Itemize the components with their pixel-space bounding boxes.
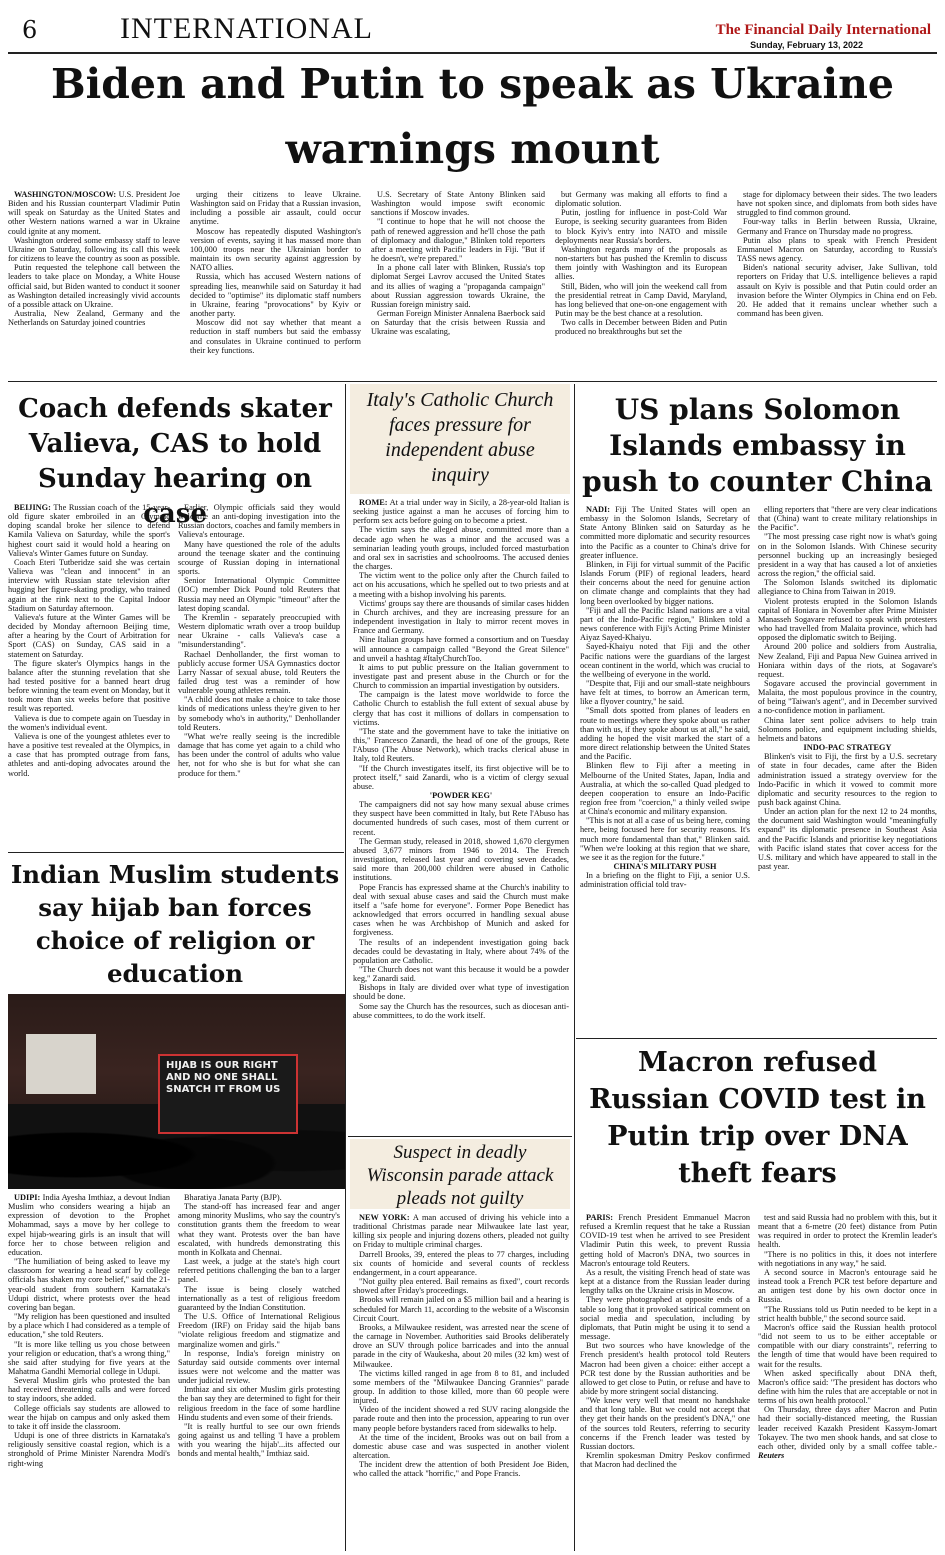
macron-col1-para-4: "We knew very well that meant no handshake and that long table. But we could not accept that they get their hands on the president's DNA," one of the sources told Reuters, referring to security concerns if the French leader was tested by Russian doctors. [580,1396,750,1451]
wisconsin-body-para-1: Darrell Brooks, 39, entered the pleas to 77 charges, including six counts of homicide and several counts of reckless endangerment, in a court appearance. [353,1249,569,1277]
italy-body [353,498,569,1134]
valieva-col2-para-4: Rachael Denhollander, the first woman to publicly accuse former USA Gymnastics doctor Larry Nassar of sexual abuse, told Reuters the failed drug test was a reminder of how vulnerable young athletes remain. [178,649,340,696]
hijab-protest-photo [8,994,345,1189]
wisconsin-body-para-6: Video of the incident showed a red SUV racing alongside the parade route and then into the procession, appearing to run over many people before bystanders raced from sidewalks to help. [353,1405,569,1433]
valieva-col1-para-3: The figure skater's Olympics hangs in the balance after the stunning revelation that she had tested positive for a banned heart drug before winning the team event on Monday, but it took more than six weeks before that positive result was reported. [8,658,170,714]
macron-col1-para-2: They were photographed at opposite ends of a table so long that it provoked satirical comment on social media and speculation, including by diplomats, that Putin might be using it to send a message. [580,1295,750,1342]
wisconsin-body-para-7: At the time of the incident, Brooks was out on bail from a domestic abuse case and was suspected in another violent altercation. [353,1432,569,1461]
hijab-col1-para-0: UDIPI: India Ayesha Imthiaz, a devout Indian Muslim who considers wearing a hijab an expression of devotion to the Prophet Mohammad, says a move by her college to expel hijab-wearing girls is an insult that will force her to chose between religion and education. [8,1193,170,1257]
macron-col2-para-1: "There is no politics in this, it does not interfere with negotiations in any way," he said. [758,1249,937,1268]
solomon-rule [576,1038,937,1039]
macron-col1-para-0: PARIS: French President Emmanuel Macron refused a Kremlin request that he take a Russian COVID-19 test when he arrived to see President Vladimir Putin this week, to prevent Russia getting hold of Macron's DNA, two sources in Macron's entourage told Reuters. [580,1213,750,1268]
issue-date: Sunday, February 13, 2022 [750,40,863,50]
main-story-col5-para-2: Putin also plans to speak with French President Emmanuel Macron on Saturday, according to Russia's TASS news agency. [737,235,937,264]
main-story-col5-para-0: stage for diplomacy between their sides. The two leaders have not spoken since, and diplomats from both sides have struggled to find common ground. [737,190,937,218]
main-story-col3 [371,190,545,365]
italy-body-para-3: Victims' groups say there are thousands of similar cases hidden in Church archives, and they are increasing pressure for an independent investigation in Italy to mirror recent moves in France and Germany. [353,598,569,636]
main-story-col1 [8,190,180,365]
solomon-col2-para-7: INDO-PAC STRATEGY [803,743,892,753]
solomon-col2-para-6: China later sent police advisers to help train Solomons police, and equipment including shields, helmets and batons [758,715,937,743]
solomon-col2-para-5: Sogavare accused the provincial government in Malaita, the most populous province in the country, of being "Taiwan's agent", and in December survived a no-confidence motion in parliament. [758,678,937,716]
valieva-col1-para-4: Valieva is due to compete again on Tuesday in the women's individual event. [8,713,170,732]
italy-body-para-15: Bishops in Italy are divided over what type of investigation should be done. [353,983,569,1002]
hijab-col2-para-2: Last week, a judge at the state's high court referred petitions challenging the ban to a larger panel. [178,1257,340,1285]
italy-body-para-9: 'POWDER KEG' [429,791,493,800]
hijab-col1-para-2: "My religion has been questioned and insulted by a place which I had considered as a temple of education," she told Reuters. [8,1312,170,1340]
paper-name: The Financial Daily International [715,22,931,38]
italy-body-para-6: The campaign is the latest move worldwide to force the Catholic Church to establish the full extent of sexual abuse by clergy that has cost it millions of dollars in compensation to victims. [353,690,569,727]
solomon-col2 [758,505,937,1036]
wisconsin-body-para-8: The incident drew the attention of both President Joe Biden, who called the attack "horrific," and Pope Francis. [353,1460,569,1479]
hijab-col1-para-5: College officials say students are allowed to wear the hijab on campus and only asked them to take it off inside the classroom. [8,1403,170,1431]
macron-col2-para-6: On Thursday, three days after Macron and Putin had their socially-distanced meeting, the Russian leader received Kazakh President Kassym-Jomart Tokayev. The two men shook hands, and sat close to each other, divided only by a small coffee table.-Reuters [758,1405,937,1461]
photo-placard-left [26,1034,96,1094]
italy-body-para-5: It aims to put public pressure on the Italian government to investigate past and present abuse in the Church or for the Church to commission an impartial investigation by outsiders. [353,662,569,691]
solomon-col1-para-5: "Small dots spotted from planes of leaders en route to meetings where they spoke about us rather than with us, if they spoke about us at all," he said, adding he hoped the visit marked the start of a more direct relationship between the United States and the Pacific. [580,706,750,762]
main-story-col4 [555,190,727,365]
main-story-col4-para-0: but Germany was making all efforts to find a diplomatic solution. [555,190,727,209]
valieva-col2-para-2: Senior International Olympic Committee (IOC) member Dick Pound told Reuters that Russia may need an Olympic "timeout" after the latest doping scandal. [178,576,340,613]
wisconsin-body-para-2: "Not guilty plea entered. Bail remains as fixed", court records showed after Friday's proceedings. [353,1277,569,1296]
italy-body-para-0: ROME: At a trial under way in Sicily, a 28-year-old Italian is seeking justice against a man he accuses of forcing him to perform sex acts before going on to become a priest. [353,498,569,526]
italy-body-para-11: The German study, released in 2018, showed 1,670 clergymen abused 3,677 minors from 1946 to 2014. The French investigation, released last year and covering seven decades, said more than 200,000 children were abused in Catholic institutions. [353,836,569,883]
main-headline-line2: warnings mount [285,125,660,173]
solomon-col2-para-0: elling reporters that "there are very clear indications that (China) want to create military relationships in the Pacific". [758,505,937,533]
hijab-col1-para-4: Several Muslim girls who protested the ban had received threatening calls and were forced to stay indoors, she added. [8,1376,170,1404]
solomon-col1-para-1: Blinken, in Fiji for virtual summit of the Pacific Islands Forum (PIF) of regional leaders, heard their concerns about the need for genuine action on climate change and complaints that they had long been overlooked by bigger nations. [580,559,750,606]
italy-headline: Italy's Catholic Church faces pressure for independent abuse inquiry [366,389,554,486]
valieva-col1-para-2: Valieva's future at the Winter Games will be decided by Monday afternoon Beijing time, after a hearing by the Court of Arbitration for Sport (CAS) on Sunday, CAS said in a statement on Saturday. [8,612,170,659]
main-story-col5-para-1: Four-way talks in Berlin between Russia, Ukraine, Germany and France on Thursday made no progress. [737,217,937,236]
main-story-col3-para-3: German Foreign Minister Annalena Baerbock said on Saturday that the crisis between Russia and Ukraine was escalating, [371,309,545,337]
hijab-col1-para-3: "It is more like telling us you chose between your religion or education, that's a wrong thing," she said after studying for five years at the Mahatma Gandhi Memorial college in Udupi. [8,1339,170,1376]
solomon-col1-para-8: CHINA'S MILITARY PUSH [613,862,717,872]
main-story-col4-para-1: Putin, jostling for influence in post-Cold War Europe, is seeking security guarantees from Biden to block Kyiv's entry into NATO and missile deployments near Russia's borders. [555,208,727,245]
italy-body-para-7: "The state and the government have to take the initiative on this," Francesco Zanardi, the head of one of the groups, Rete l'Abuso (The Abuse Network), which tracks clerical abuse in Italy, told Reuters. [353,726,569,764]
main-story-col1-para-2: Putin requested the telephone call between the leaders to take place on Monday, a White House official said, but Biden wanted to conduct it sooner as Washington detailed increasingly vivid accounts of a possible attack on Ukraine. [8,263,180,309]
italy-body-para-8: "If the Church investigates itself, its first objective will be to protect itself," said Zanardi, who is a victim of clergy sexual abuse. [353,763,569,791]
main-story-col4-para-2: Washington regards many of the proposals as non-starters but has pushed the Kremlin to discuss them jointly with Washington and its European allies. [555,244,727,282]
italy-body-para-2: The victim went to the police only after the Church failed to act on his accusations, which he spelled out to two priests and at a meeting with a bishop involving his parents. [353,571,569,599]
italy-rule [348,1136,572,1137]
solomon-col2-para-4: Around 200 police and soldiers from Australia, New Zealand, Fiji and Papua New Guinea arrived in Honiara within days of the riots, at Sogavare's request. [758,642,937,679]
main-story-col3-para-2: In a phone call later with Blinken, Russia's top diplomat Sergei Lavrov accused the United States and its allies of waging a "propaganda campaign" about Russian aggression towards Ukraine, the Russian foreign ministry said. [371,263,545,309]
hijab-col2-para-4: The U.S. Office of International Religious Freedom (IRF) on Friday said the hijab bans "violate religious freedom and stigmatize and marginalize women and girls." [178,1312,340,1349]
macron-headline: Macron refused Russian COVID test in Putin trip over DNA theft fears [589,1047,926,1189]
main-story-col2-para-3: Moscow did not say whether that meant a reduction in staff numbers but said the embassy and consulates in Ukraine continued to perform their key functions. [190,318,361,355]
hijab-col1 [8,1193,170,1551]
italy-body-para-1: The victim says the alleged abuse, committed more than a decade ago when he was a minor and the accused was a seminarian leading youth groups, included forced masturbation and oral sex in sacristies and schoolrooms. The accused denies the charges. [353,525,569,572]
hijab-col2-para-6: Imthiaz and six other Muslim girls protesting the ban say they are determined to fight for their religious freedom in the face of some hardline Hindu students and even some of their friends. [178,1385,340,1422]
main-story-col2-para-1: Moscow has repeatedly disputed Washington's version of events, saying it has massed more than 100,000 troops near the Ukrainian border to maintain its own security against aggression by NATO allies. [190,226,361,273]
solomon-col2-para-8: Blinken's visit to Fiji, the first by a U.S. secretary of state in four decades, came after the Biden administration issued a strategy overview for the Indo-Pacific in which it vowed to commit more diplomatic and security resources to the region to push back against China. [758,752,937,807]
solomon-col2-para-9: Under an action plan for the next 12 to 24 months, the document said Washington would "meaningfully expand" its diplomatic presence in Southeast Asia and the Pacific Islands and prioritise key negotiations with Pacific island states that cover access for the U.S. military and which have appeared to stall in the past year. [758,807,937,872]
masthead-rule [8,52,937,54]
main-story-col1-para-3: Australia, New Zealand, Germany and the Netherlands on Saturday joined countries [8,309,180,328]
divider-left [345,384,346,1551]
hijab-headline: Indian Muslim students say hijab ban forces choice of religion or education [10,860,340,988]
macron-col1-para-1: As a result, the visiting French head of state was kept at a distance from the Russian leader during lengthy talks on the Ukraine crisis in Moscow. [580,1267,750,1296]
solomon-col1-para-0: NADI: Fiji The United States will open an embassy in the Solomon Islands, Secretary of State Antony Blinken said on Saturday as he committed more diplomatic and security resources into the Pacific as a counter to China's drive for greater influence. [580,505,750,560]
valieva-col2-para-1: Many have questioned the role of the adults around the teenage skater and the continuing scourge of Russian doping in international sports. [178,539,340,577]
hijab-col2-para-1: The stand-off has increased fear and anger among minority Muslims, who say the country's constitution grants them the freedom to wear what they want. Protests over the ban have escalated, with hundreds demonstrating this month in Kolkata and Chennai. [178,1202,340,1257]
macron-col1-para-5: Kremlin spokesman Dmitry Peskov confirmed that Macron had declined the [580,1451,750,1470]
solomon-col1-para-4: "Despite that, Fiji and our small-state neighbours have felt at times, to borrow an American term, like a flyover country," he said. [580,678,750,707]
photo-placard-text: HIJAB IS OUR RIGHT AND NO ONE SHALL SNATCH IT FROM US [166,1060,281,1095]
main-story-col5 [737,190,937,365]
macron-col1-para-3: But two sources who have knowledge of the French president's health protocol told Reuters Macron had been given a choice: either accept a PCR test done by the Russian authorities and be allowed to get close to Putin, or refuse and have to abide by more stringent social distancing. [580,1341,750,1396]
valieva-rule [8,852,344,853]
main-story-col2-para-2: Russia, which has accused Western nations of spreading lies, meanwhile said on Saturday it had decided to "optimise" its diplomatic staff numbers in Ukraine, fearing "provocations" by Kyiv or another party. [190,272,361,319]
valieva-col2 [178,503,340,850]
hijab-col2-para-7: "It is really hurtful to see our own friends going against us and telling 'I have a problem with you wearing the hijab'...its affected our bonds and mental health," Imthiaz said. [178,1421,340,1459]
solomon-headline: US plans Solomon Islands embassy in push to counter China [582,393,933,498]
main-story-rule [8,381,937,382]
wisconsin-body [353,1213,569,1551]
macron-col2-para-4: Macron's office said the Russian health protocol "did not seem to us to be either acceptable or compatible with our diary constraints", referring to the length of time that would have been required to wait for the results. [758,1322,937,1369]
macron-col1 [580,1213,750,1551]
italy-body-para-13: The results of an independent investigation going back decades could be devastating in Italy, where about 74% of the population are Catholic. [353,937,569,965]
valieva-col2-para-6: "What we're really seeing is the incredible damage that has come yet again to a child who has been under the control of adults who value her, not for who she is but for what she can produce for them." [178,731,340,778]
main-story-col2 [190,190,361,365]
italy-body-para-10: The campaigners did not say how many sexual abuse crimes they suspect have been committed in Italy, but Rete l'Abuso has documented hundreds of such cases, most of them current or recent. [353,800,569,837]
italy-body-para-14: "The Church does not want this because it would be a powder keg," Zanardi said. [353,964,569,984]
main-story-col2-para-0: urging their citizens to leave Ukraine. Washington said on Friday that a Russian invasion, including a possible air assault, could occur anytime. [190,190,361,227]
solomon-col2-para-2: The Solomon Islands switched its diplomatic allegiance to China from Taiwan in 2019. [758,578,937,597]
main-story-col5-para-3: Biden's national security adviser, Jake Sullivan, told reporters on Friday that U.S. intelligence believes a rapid assault on Kyiv is possible and that Putin could order an invasion before the Winter Olympics in China end on Feb. 20. He added that it remains unclear whether such a command has been given. [737,263,937,319]
solomon-col1-para-6: Blinken flew to Fiji after a meeting in Melbourne of the United States, Japan, India and Australia, at which the so-called Quad pledged to deepen cooperation to ensure an Indo-Pacific region free from "coercion," a thinly veiled swipe at China's economic and military expansion. [580,761,750,817]
macron-col2 [758,1213,937,1551]
solomon-col1-para-9: In a briefing on the flight to Fiji, a senior U.S. administration official told trav- [580,871,750,890]
solomon-col2-para-1: "The most pressing case right now is what's going on in the Solomon Islands. With Chinese security personnel bucking up an increasingly besieged president in a way that has caused a lot of anxieties across the region," the official said. [758,532,937,579]
main-story-col1-para-0: WASHINGTON/MOSCOW: U.S. President Joe Biden and his Russian counterpart Vladimir Putin will speak on Saturday as the United States and other Western nations warned a war in Ukraine could ignite at any moment. [8,190,180,236]
macron-col2-para-3: "The Russians told us Putin needed to be kept in a strict health bubble," the second source said. [758,1304,937,1323]
hijab-col2-para-3: The issue is being closely watched internationally as a test of religious freedom guaranteed by the Indian Constitution. [178,1284,340,1312]
valieva-headline: Coach defends skater Valieva, CAS to hold Sunday hearing on case [18,394,332,529]
solomon-col1-para-3: Sayed-Khaiyu noted that Fiji and the other Pacific nations were the guardians of the largest ocean continent in the world, which was crucial to the wellbeing of everyone in the world. [580,642,750,679]
valieva-col1-para-0: BEIJING: The Russian coach of the 15-year-old figure skater embroiled in an Olympic doping scandal broke her silence to defend Kamila Valieva on Saturday, while the sport's highest court said it would hold a hearing on Valieva's Winter Games future on Sunday. [8,503,170,558]
wisconsin-body-para-3: Brooks will remain jailed on a $5 million bail and a hearing is scheduled for March 11, according to the website of a Wisconsin Circuit Court. [353,1295,569,1323]
main-story-col1-para-1: Washington ordered some embassy staff to leave Ukraine on Saturday, following its call this week for citizens to leave the country as soon as possible. [8,235,180,264]
valieva-col1-para-1: Coach Eteri Tutberidze said she was certain Valieva was "clean and innocent" in an interview with Russian state television after hugging her figure-skating prodigy, who trained again at the rink next to the Capital Indoor Stadium on Saturday afternoon. [8,557,170,613]
valieva-col1 [8,503,170,850]
main-story-col4-para-3: Still, Biden, who will join the weekend call from the presidential retreat in Camp David, Maryland, has long believed that one-on-one engagement with Putin may be the best chance at a resolution. [555,281,727,319]
macron-col2-para-5: When asked specifically about DNA theft, Macron's office said: "The president has doctors who define with him the rules that are acceptable or not in terms of his own health protocol." [758,1368,937,1406]
wisconsin-body-para-4: Brooks, a Milwaukee resident, was arrested near the scene of the carnage in November. Authorities said Brooks deliberately drove an SUV through police barricades and into the annual parade in the city of Waukesha, about 20 miles (32 km) west of Milwaukee. [353,1322,569,1369]
valieva-col1-para-5: Valieva is one of the youngest athletes ever to have a positive test revealed at the Olympics, in a case that has prompted outrage from fans, athletes and anti-doping advocates around the world. [8,731,170,778]
main-story-col4-para-4: Two calls in December between Biden and Putin produced no breakthroughs but set the [555,318,727,337]
hijab-col2-para-0: Bharatiya Janata Party (BJP). [184,1193,282,1202]
solomon-col1-para-7: "This is not at all a case of us being here, coming here, being focused here for security reasons. It's much more fundamental than that," Blinken said. "When we're looking at this region that we share, we see it as the region for the future." [580,816,750,862]
solomon-col1-para-2: "Fiji and all the Pacific Island nations are a vital part of the Indo-Pacific region," Blinken told a news conference with Fiji's Acting Prime Minister Aiyaz Sayed-Khaiyu. [580,605,750,643]
valieva-col2-para-0: Earlier, Olympic officials said they would welcome an anti-doping investigation into the Russian doctors, coaches and family members in Valieva's entourage. [178,503,340,540]
wisconsin-headline: Suspect in deadly Wisconsin parade attack pleads not guilty [366,1142,554,1209]
hijab-col1-para-1: "The humiliation of being asked to leave my classroom for wearing a head scarf by college officials has shaken my core belief," said the 21-year-old student from southern Karnataka's Udupi district, where protests over the head covering ban began. [8,1257,170,1312]
italy-body-para-12: Pope Francis has expressed shame at the Church's inability to deal with sexual abuse cases and said the Church must make itself a "safe home for everyone". Former Pope Benedict has acknowledged that errors occurred in handling sexual abuse cases when he was Archbishop of Munich and asked for forgiveness. [353,882,569,938]
wisconsin-body-para-5: The victims killed ranged in age from 8 to 81, and included some members of the "Milwaukee Dancing Grannies" parade group. In addition to those killed, more than 60 people were injured. [353,1368,569,1406]
wisconsin-body-para-0: NEW YORK: A man accused of driving his vehicle into a traditional Christmas parade near Milwaukee late last year, killing six people and injuring dozens others, pleaded not guilty on Friday to multiple criminal charges. [353,1213,569,1250]
italy-body-para-4: Nine Italian groups have formed a consortium and on Tuesday will announce a campaign called "Beyond the Great Silence" and unveil a hashtag #ItalyChurchToo. [353,635,569,663]
italy-body-para-16: Some say the Church has the resources, such as diocesan anti-abuse committees, to do the work itself. [353,1001,569,1020]
divider-right [574,384,575,1551]
main-story-col3-para-1: "I continue to hope that he will not choose the path of renewed aggression and he'll chose the path of diplomacy and dialogue," Blinken told reporters after a meeting with Pacific leaders in Fiji. "But if he doesn't, we're prepared." [371,217,545,264]
hijab-col1-para-6: Udupi is one of three districts in Karnataka's religiously sensitive coastal region, which is a stronghold of Prime Minister Narendra Modi's right-wing [8,1431,170,1468]
page-number: 6 [22,16,38,44]
macron-col2-para-2: A second source in Macron's entourage said he instead took a French PCR test before departure and an antigen test done by his own doctor once in Russia. [758,1267,937,1305]
section-title: INTERNATIONAL [120,12,373,45]
hijab-col2-para-5: In response, India's foreign ministry on Saturday said outside comments over internal issues were not welcome and the matter was under judicial review. [178,1348,340,1386]
macron-col2-para-0: test and said Russia had no problem with this, but it meant that a 6-metre (20 feet) distance from Putin was required in order to protect the Kremlin leader's health. [758,1213,937,1250]
valieva-col2-para-3: The Kremlin - separately preoccupied with Western diplomatic wrath over a troop buildup near Ukraine - calls Valieva's case a "misunderstanding". [178,612,340,650]
main-headline-line1: Biden and Putin to speak as Ukraine [51,60,894,108]
solomon-col2-para-3: Violent protests erupted in the Solomon Islands capital of Honiara in November after Prime Minister Manasseh Sogavare refused to speak with protesters who had travelled from Malaita province, which had opposed the diplomatic switch to Beijing. [758,596,937,643]
main-story-col3-para-0: U.S. Secretary of State Antony Blinken said Washington would impose swift economic sanctions if Moscow invades. [371,190,545,218]
valieva-col2-para-5: "A child does not make a choice to take those kinds of medications unless they're given to her by somebody who's in authority," Denhollander told Reuters. [178,695,340,732]
hijab-col2 [178,1193,340,1551]
solomon-col1 [580,505,750,1036]
